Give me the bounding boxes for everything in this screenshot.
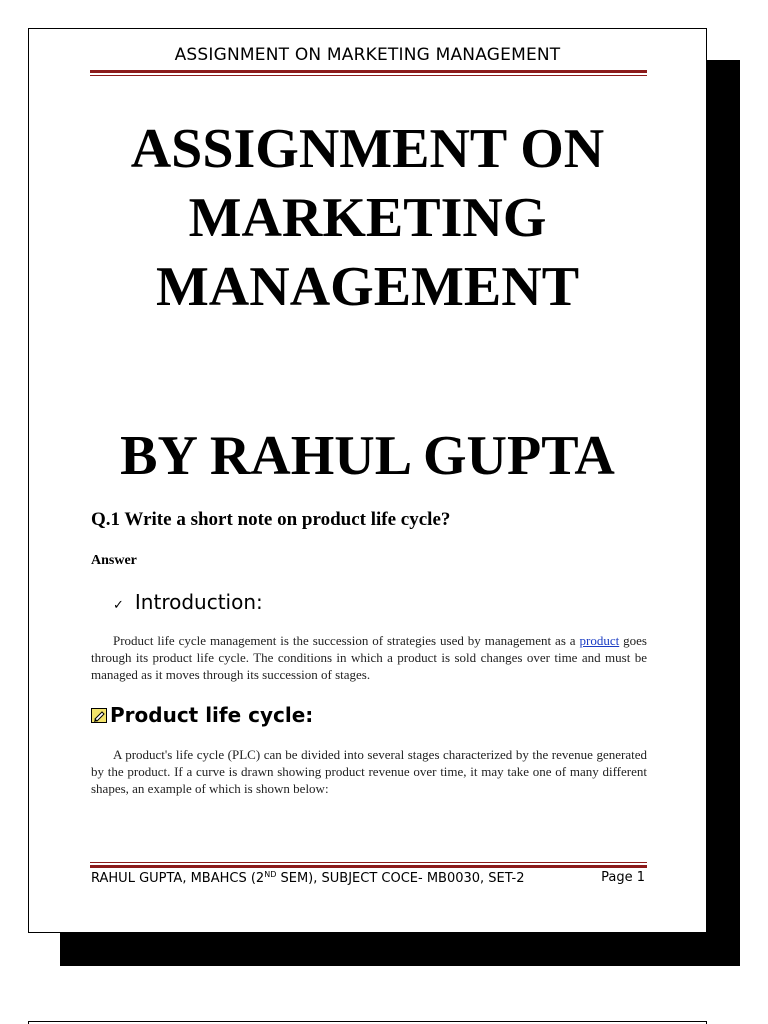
document-page	[28, 28, 707, 933]
intro-paragraph	[91, 632, 647, 683]
running-header: ASSIGNMENT ON MARKETING MANAGEMENT	[174, 45, 561, 65]
document-title	[29, 115, 706, 322]
title-line-1: ASSIGNMENT ON	[130, 118, 605, 180]
page-number: Page 1	[601, 870, 645, 885]
intro-text-start: Product life cycle management is the succession of strategies used by management as a	[113, 633, 580, 648]
footer-text-end: SEM), SUBJECT COCE- MB0030, SET-2	[276, 871, 525, 886]
intro-heading-row	[113, 590, 263, 614]
intro-heading: Introduction:	[134, 590, 263, 614]
header-rule-thin	[90, 75, 647, 76]
plc-heading: Product life cycle:	[110, 703, 314, 727]
title-line-2: MARKETING	[188, 187, 547, 249]
plc-heading-row	[91, 703, 313, 727]
intro-text-end: goes through its product life cycle. The conditions in which a product is sold changes over time and must be managed as it moves through its succession of stages.	[91, 633, 647, 682]
author-byline: BY RAHUL GUPTA	[120, 425, 615, 487]
product-link[interactable]: product	[579, 633, 620, 648]
pencil-note-icon	[91, 708, 107, 723]
plc-paragraph: A product's life cycle (PLC) can be divided into several stages characterized by the revenue generated by the product. If a curve is drawn showing product revenue over time, it may take one of many different shapes, an example of which is shown below:	[91, 747, 647, 796]
footer-rule-thin	[90, 862, 647, 863]
header-rule-thick	[90, 70, 647, 73]
footer-rule-thick	[90, 865, 647, 868]
footer-superscript: ND	[264, 870, 277, 879]
footer-author-info	[91, 870, 524, 886]
footer-text-start: RAHUL GUPTA, MBAHCS (2	[91, 871, 265, 886]
question-heading: Q.1 Write a short note on product life cycle?	[91, 509, 451, 530]
title-line-3: MANAGEMENT	[155, 256, 580, 318]
checkmark-bullet-icon: ✓	[113, 598, 124, 613]
answer-label: Answer	[91, 553, 137, 568]
